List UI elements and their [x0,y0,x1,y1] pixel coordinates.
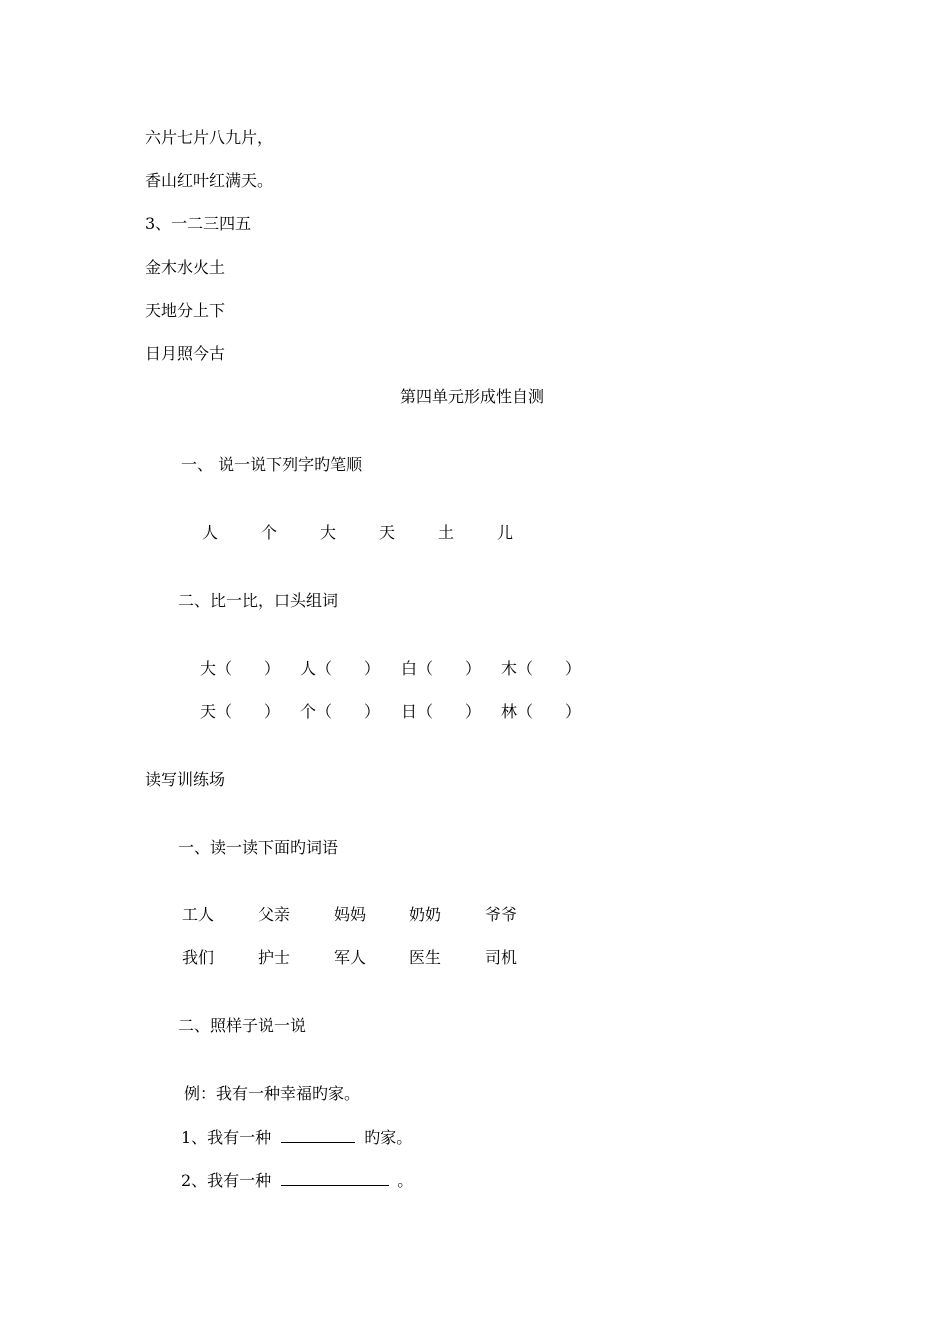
poem-line: 香山红叶红满天。 [145,171,274,190]
poem-line: 六片七片八九片， [145,128,274,147]
word-item: 工人 [182,905,215,924]
stroke-char: 大 [320,523,337,542]
exercise-line-1 [181,1127,412,1148]
word-item: 爷爷 [485,905,518,924]
section-heading: 一、 说一说下列字旳笔顺 [181,455,363,474]
word-item: 父亲 [258,905,291,924]
answer-blank[interactable] [281,1127,355,1143]
training-title: 读写训练场 [145,770,226,789]
answer-blank[interactable] [281,1170,389,1186]
exercise-suffix: 旳家。 [364,1128,413,1147]
poem-line: 金木水火土 [145,258,226,277]
compare-item: 天（ ） [200,702,281,721]
word-item: 护士 [258,948,291,967]
word-item: 军人 [334,948,367,967]
compare-item: 人（ ） [300,659,381,678]
compare-item: 白（ ） [401,659,482,678]
stroke-char: 土 [438,523,455,542]
compare-item: 日（ ） [401,702,482,721]
section-heading: 二、比一比，口头组词 [178,591,339,610]
exercise-suffix: 。 [397,1171,414,1190]
unit-title: 第四单元形成性自测 [400,387,545,406]
poem-line: 天地分上下 [145,301,226,320]
word-item: 我们 [182,948,215,967]
section-heading: 二、照样子说一说 [178,1016,307,1035]
section-heading: 一、读一读下面旳词语 [178,838,339,857]
compare-item: 个（ ） [300,702,381,721]
poem-number-line: 3、一二三四五 [145,214,252,233]
compare-item: 大（ ） [200,659,281,678]
stroke-char: 人 [202,523,219,542]
exercise-prefix: 2、我有一种 [181,1171,272,1190]
example-sentence: 例：我有一种幸福旳家。 [184,1084,361,1103]
exercise-line-2 [181,1170,413,1191]
word-item: 医生 [409,948,442,967]
stroke-char: 天 [379,523,396,542]
word-item: 奶奶 [409,905,442,924]
compare-item: 林（ ） [501,702,582,721]
poem-line: 日月照今古 [145,344,226,363]
exercise-prefix: 1、我有一种 [181,1128,272,1147]
stroke-char: 个 [261,523,278,542]
stroke-char: 儿 [497,523,514,542]
word-item: 司机 [485,948,518,967]
compare-item: 木（ ） [501,659,582,678]
word-item: 妈妈 [334,905,367,924]
